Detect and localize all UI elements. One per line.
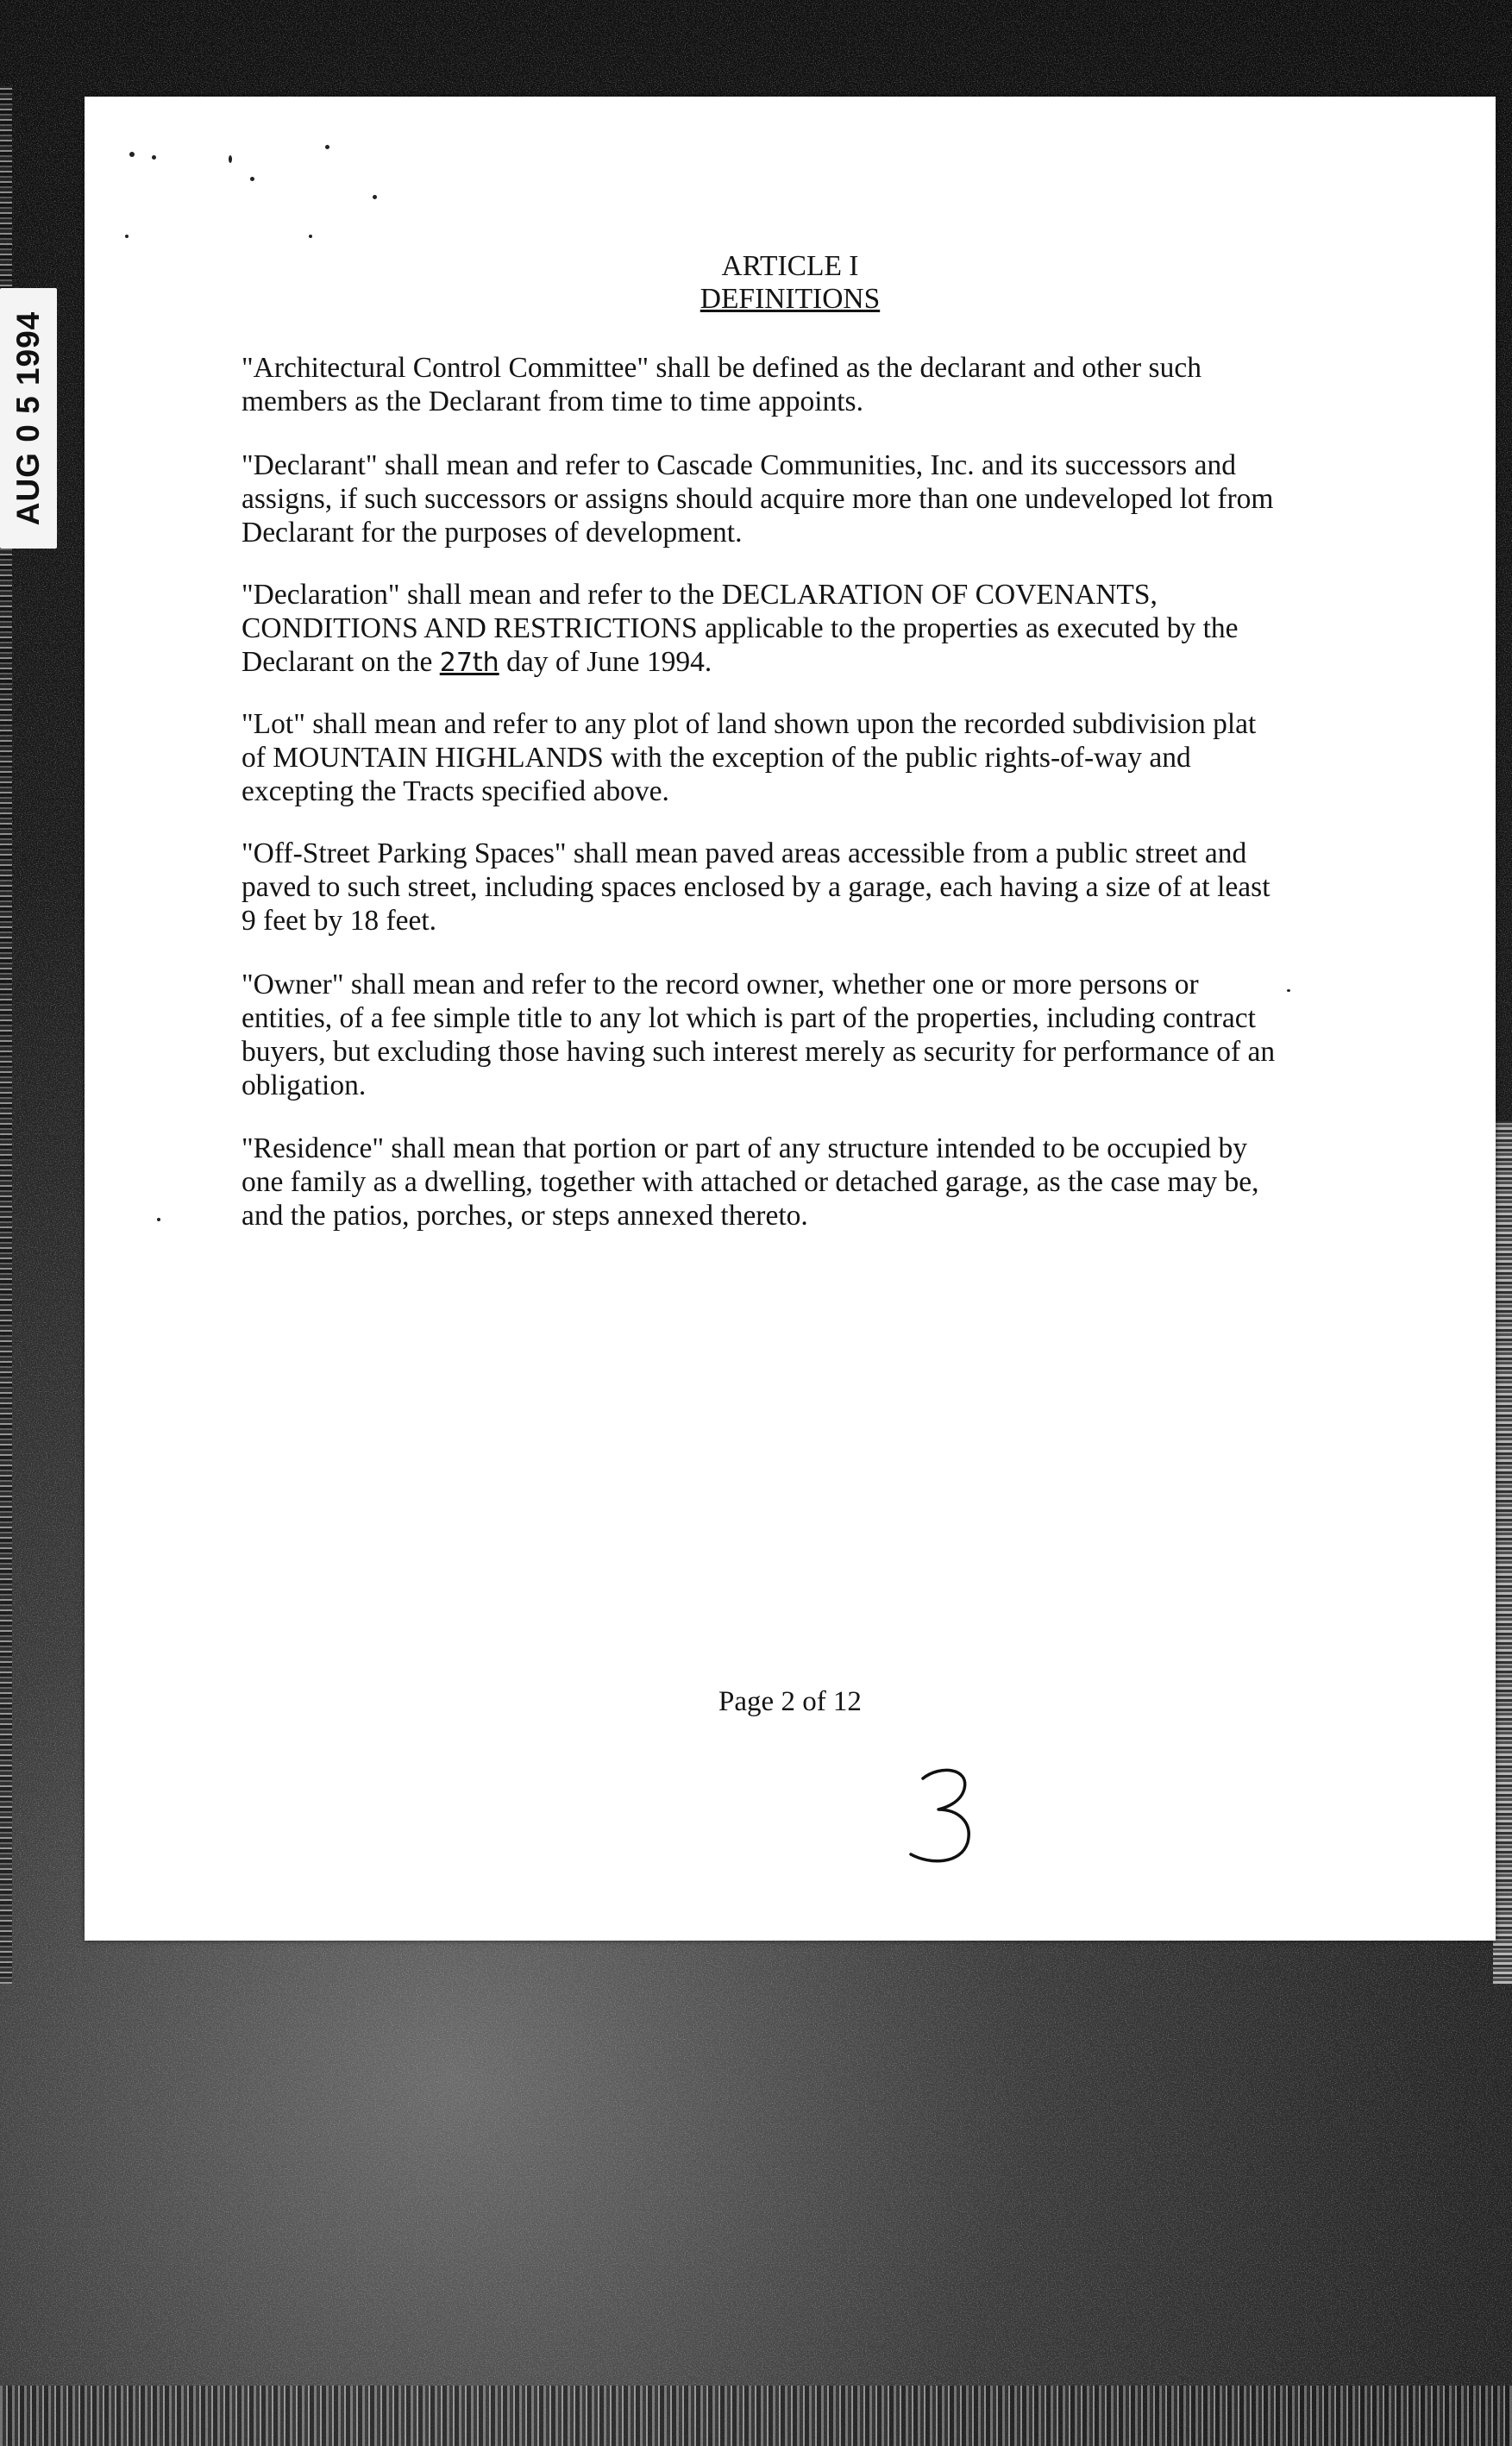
scan-edge-right — [1493, 1121, 1512, 1984]
article-title: ARTICLE I — [721, 250, 859, 282]
definition-lot — [242, 707, 1328, 808]
paper-speck — [157, 1218, 160, 1221]
handwritten-date: 27th — [439, 648, 499, 678]
text-line — [242, 645, 1328, 680]
text-line: "Declarant" shall mean and refer to Cascade Communities, Inc. and its successors and — [242, 449, 1236, 481]
paper-speck — [250, 177, 254, 181]
text-fragment: Declarant on the — [242, 646, 440, 678]
text-line: one family as a dwelling, together with attached or detached garage, as the case may be, — [242, 1166, 1259, 1198]
text-line: "Residence" shall mean that portion or part of any structure intended to be occupied by — [242, 1132, 1247, 1164]
scan-edge-bottom — [0, 2386, 1512, 2446]
text-line: members as the Declarant from time to time appoints. — [242, 386, 863, 417]
article-subtitle: DEFINITIONS — [700, 283, 881, 315]
paper-speck — [129, 152, 135, 157]
paper-speck — [325, 145, 329, 149]
text-line: "Owner" shall mean and refer to the record owner, whether one or more persons or — [242, 969, 1199, 1000]
definition-off-street-parking — [242, 837, 1328, 938]
text-line: of MOUNTAIN HIGHLANDS with the exception of the public rights-of-way and — [242, 742, 1191, 774]
handwritten-page-number — [907, 1759, 985, 1872]
text-line: "Lot" shall mean and refer to any plot of land shown upon the recorded subdivision plat — [242, 708, 1257, 740]
text-line: excepting the Tracts specified above. — [242, 775, 669, 807]
text-line: entities, of a fee simple title to any lot which is part of the properties, including contract — [242, 1002, 1256, 1034]
definition-architectural-control-committee — [242, 351, 1328, 418]
paper-speck — [373, 195, 377, 199]
text-line: 9 feet by 18 feet. — [242, 905, 437, 937]
stamp-date: AUG 0 5 1994 — [10, 310, 46, 526]
paper-speck — [152, 155, 156, 160]
definition-residence — [242, 1132, 1328, 1232]
text-line: "Architectural Control Committee" shall be defined as the declarant and other such — [242, 352, 1201, 384]
text-line: obligation. — [242, 1069, 367, 1101]
text-line: Declarant for the purposes of development. — [242, 517, 743, 549]
text-line: "Declaration" shall mean and refer to the DECLARATION OF COVENANTS, — [242, 579, 1158, 611]
definition-owner — [242, 968, 1328, 1102]
page-number: Page 2 of 12 — [718, 1686, 862, 1717]
paper-speck — [125, 235, 129, 238]
text-line: paved to such street, including spaces enclosed by a garage, each having a size of at least — [242, 871, 1270, 903]
paper-speck — [309, 235, 312, 238]
definition-declarant — [242, 448, 1328, 549]
text-fragment: day of June 1994. — [499, 646, 712, 678]
text-line: "Off-Street Parking Spaces" shall mean paved areas accessible from a public street and — [242, 837, 1247, 869]
paper-speck — [229, 155, 232, 163]
text-line: assigns, if such successors or assigns should acquire more than one undeveloped lot from — [242, 483, 1274, 515]
text-line: and the patios, porches, or steps annexed thereto. — [242, 1200, 808, 1232]
text-line: CONDITIONS AND RESTRICTIONS applicable to the properties as executed by the — [242, 612, 1239, 644]
text-line: buyers, but excluding those having such interest merely as security for performance of an — [242, 1036, 1276, 1068]
definition-declaration — [242, 578, 1328, 680]
